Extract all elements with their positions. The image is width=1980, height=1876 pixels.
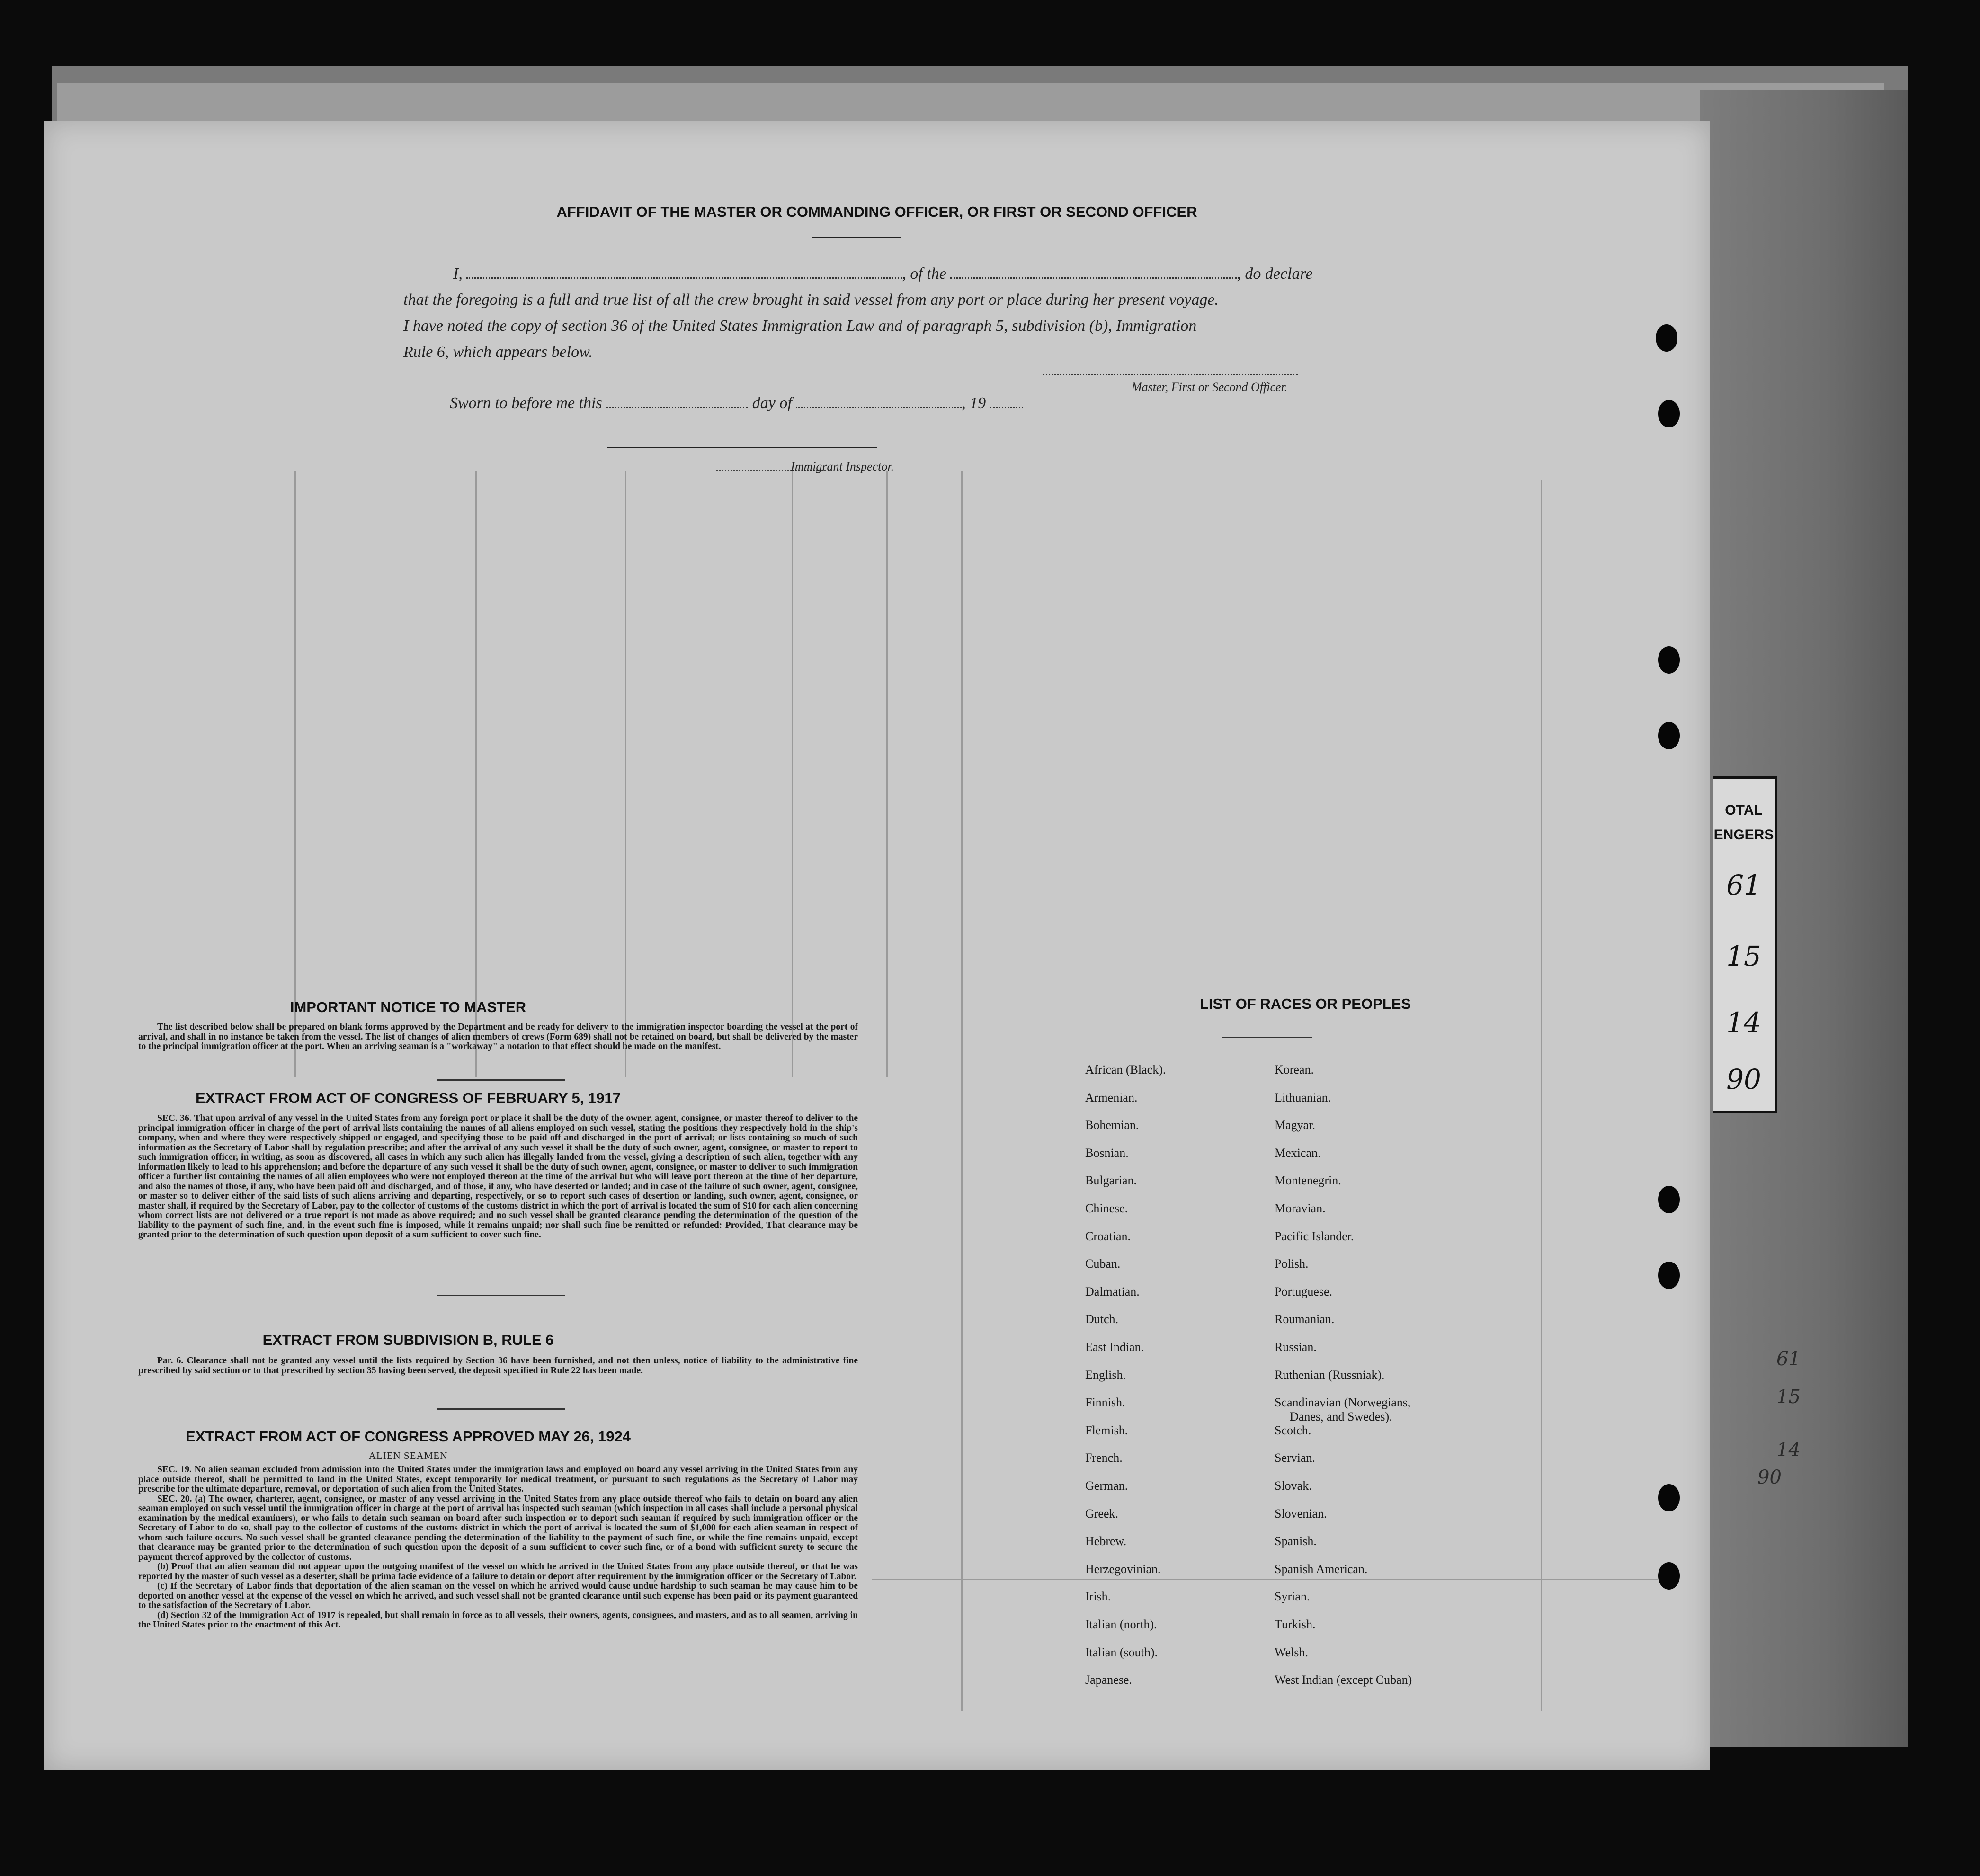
section-divider (437, 1295, 565, 1296)
race-item: English. (1085, 1368, 1126, 1382)
race-item: Greek. (1085, 1506, 1119, 1520)
bleed-column (1541, 480, 1542, 1711)
affidavit-title: AFFIDAVIT OF THE MASTER OR COMMANDING OFFICER, OR FIRST OR SECOND OFFICER (556, 204, 1197, 220)
race-item: Spanish. (1275, 1534, 1317, 1548)
declaration-line-3: I have noted the copy of section 36 of the United States Immigration Law and of paragraph 5, subdivision (b), Immigration (403, 317, 1197, 335)
bleed-column (961, 471, 963, 1711)
race-item: Dutch. (1085, 1312, 1119, 1326)
punch-hole (1656, 324, 1677, 352)
vessel-name-field[interactable] (950, 265, 1237, 279)
declaration-line-4: Rule 6, which appears below. (403, 343, 593, 361)
race-item: Turkish. (1275, 1618, 1316, 1631)
section-divider (437, 1079, 565, 1081)
sec-19-paragraph: SEC. 19. No alien seaman excluded from admission into the United States under the immigration laws and employed on board any vessel arriving in the United States from any place outside thereof, shall be permitted to land in the United States, except temporarily for medical treatment, or pursuant to such regulations as the Secretary of Labor may prescribe for the ultimate departure, removal, or deportation of such alien from the United States. (138, 1465, 858, 1494)
sworn-month-field[interactable] (796, 394, 962, 408)
sec-20a-paragraph: SEC. 20. (a) The owner, charterer, agent, consignee, or master of any vessel arriving in the United States from any place outside thereof who fails to detain on board any alien seaman employed on such vessel until the immigration officer in charge at the port of arrival has inspected such seaman (which inspection in all cases shall include a personal physical examination by the medical examiners), or who fails to detain such seaman on board after such inspection or to deport such seaman if required by such immigration officer or the Secretary of Labor to do so, shall pay to the collector of customs of the customs district in which the port of arrival is located the sum of $1,000 for each alien seaman in respect of whom such failure occurs. No such vessel shall be granted clearance pending the determination of the liability to the payment of such fine, or while the fine remains unpaid, except that clearance may be granted prior to the determination of such question upon the deposit of a sum sufficient to cover such fine, or of a bond with sufficient surety to secure the payment thereof approved by the collector of customs. (138, 1494, 858, 1562)
race-item: Polish. (1275, 1257, 1309, 1271)
race-item: Bulgarian. (1085, 1174, 1137, 1188)
race-item: African (Black). (1085, 1063, 1166, 1076)
tab-value-2: 15 (1726, 940, 1761, 972)
race-item: Japanese. (1085, 1673, 1132, 1687)
punch-hole (1658, 1562, 1680, 1590)
sworn-line (450, 394, 1023, 412)
race-item: West Indian (except Cuban) (1275, 1673, 1412, 1687)
race-item: Chinese. (1085, 1201, 1128, 1215)
bleed-column (625, 471, 626, 1077)
paragraph-6: Par. 6. Clearance shall not be granted any vessel until the lists required by Section 36 have been furnished, and not then unless, notice of liability to the administrative fine prescribed by said section or to that prescribed by section 35 having been served, the deposit specified in Rule 22 has been made. (138, 1356, 858, 1376)
sec-20d-paragraph: (d) Section 32 of the Immigration Act of 1917 is repealed, but shall remain in force as to all vessels, their owners, agents, consignees, and masters, and as to all seamen, arriving in the United States prior to the enactment of this Act. (138, 1610, 858, 1630)
sworn-day-field[interactable] (606, 394, 748, 408)
sworn-year-field[interactable] (990, 394, 1023, 408)
race-item: East Indian. (1085, 1340, 1144, 1354)
bleed-column (294, 471, 296, 1077)
title-rule (812, 237, 901, 238)
race-item: Mexican. (1275, 1146, 1321, 1160)
sec-20b-paragraph: (b) Proof that an alien seaman did not appear upon the outgoing manifest of the vessel on which he arrived in the United States from any place outside thereof, or that he was reported by the master of such vessel as a deserter, shall be prima facie evidence of a failure to detain or deport after requirement by the immigration officer or the Secretary of Labor. (138, 1562, 858, 1582)
races-title-rule (1222, 1037, 1312, 1038)
race-item: Scandinavian (Norwegians, (1275, 1396, 1411, 1410)
race-item: Danes, and Swedes). (1290, 1410, 1392, 1424)
bleed-row (872, 1579, 1658, 1580)
race-item: Korean. (1275, 1063, 1314, 1076)
race-item: Slovak. (1275, 1479, 1312, 1493)
race-item: Roumanian. (1275, 1312, 1335, 1326)
declaration-line-2: that the foregoing is a full and true list of all the crew brought in said vessel from any port or place during her present voyage. (403, 291, 1219, 309)
race-item: Italian (south). (1085, 1645, 1158, 1659)
extract-1924-title: EXTRACT FROM ACT OF CONGRESS APPROVED MAY 26, 1924 (186, 1428, 631, 1445)
race-item: Lithuanian. (1275, 1090, 1331, 1104)
punch-hole (1658, 722, 1680, 749)
declarant-name-field[interactable] (466, 265, 902, 279)
sworn-year-prefix: , 19 (962, 394, 986, 412)
punch-hole (1658, 1484, 1680, 1511)
race-item: Spanish American. (1275, 1562, 1368, 1576)
declaration-line-1 (453, 265, 1313, 283)
race-item: French. (1085, 1451, 1123, 1465)
extract-1924-text (138, 1465, 858, 1630)
margin-note-4: 90 (1757, 1467, 1782, 1488)
declarant-prefix: I, (453, 265, 463, 283)
margin-note-2: 15 (1776, 1386, 1801, 1408)
punch-hole (1658, 646, 1680, 674)
declarant-suffix: , do declare (1237, 265, 1313, 283)
section-36-paragraph: SEC. 36. That upon arrival of any vessel in the United States from any foreign port or place it shall be the duty of the owner, agent, consignee, or master thereof to deliver to the principal immigration officer in charge of the port of arrival lists containing the names of all aliens employed on such vessel, stating the positions they respectively hold in the ship's company, when and where they were respectively shipped or engaged, and specifying those to be paid off and discharged in the port of arrival; or lists containing so much of such information as the Secretary of Labor shall by regulation prescribe; and after the arrival of any such vessel it shall be the duty of such owner, agent, consignee, or master to report to such immigration officer, in writing, as soon as discovered, all cases in which any such alien has illegally landed from the vessel, giving a description of such alien, together with any information likely to lead to his apprehension; and before the departure of any such vessel it shall be the duty of such owner, agent, consignee, or master to deliver to such immigration officer a further list containing the names of all alien employees who were not employed thereon at the time of the arrival but who will leave port thereon at the time of her departure, and also the names of those, if any, who have been paid off and discharged, and of those, if any, who have deserted or landed; and in case of the failure of such owner, agent, consignee, or master so to deliver either of the said lists of such aliens arriving and departing, respectively, or so to report such cases of desertion or landing, such owner, agent, consignee, or master shall, if required by the Secretary of Labor, pay to the collector of customs of the customs district in which the port of arrival is located the sum of $10 for each alien concerning whom correct lists are not delivered or a true report is not made as above required; and no such vessel shall be granted clearance pending the determination of the question of the liability to the payment of such fine, and, in the event such fine is imposed, while it remains unpaid; nor shall such fine be remitted or refunded: Provided, That clearance may be granted prior to the determination of such question upon deposit of a sum sufficient to cover such fine. (138, 1113, 858, 1240)
races-title: LIST OF RACES OR PEOPLES (1199, 996, 1411, 1012)
race-item: Welsh. (1275, 1645, 1308, 1659)
race-item: Irish. (1085, 1590, 1111, 1604)
punch-hole (1658, 400, 1680, 427)
race-item: Finnish. (1085, 1396, 1125, 1410)
race-item: Flemish. (1085, 1423, 1128, 1437)
race-item: Bosnian. (1085, 1146, 1129, 1160)
alien-seamen-subtitle: ALIEN SEAMEN (368, 1450, 448, 1461)
race-item: Russian. (1275, 1340, 1317, 1354)
tab-value-1: 61 (1726, 869, 1761, 901)
race-item: German. (1085, 1479, 1128, 1493)
race-item: Magyar. (1275, 1118, 1315, 1132)
race-item: Montenegrin. (1275, 1174, 1341, 1188)
inspector-signature-line[interactable] (607, 447, 877, 448)
extract-rule6-text (138, 1356, 858, 1376)
notice-text (138, 1022, 858, 1052)
extract-rule6-title: EXTRACT FROM SUBDIVISION B, RULE 6 (262, 1332, 554, 1348)
race-item: Pacific Islander. (1275, 1229, 1354, 1243)
race-item: Bohemian. (1085, 1118, 1139, 1132)
tab-header-line1: OTAL (1725, 802, 1763, 818)
race-item: Herzegovinian. (1085, 1562, 1161, 1576)
race-item: Moravian. (1275, 1201, 1326, 1215)
punch-hole (1658, 1262, 1680, 1289)
punch-hole (1658, 1186, 1680, 1213)
sworn-day-of: day of (752, 394, 792, 412)
race-item: Servian. (1275, 1451, 1315, 1465)
manifest-page (44, 121, 1710, 1770)
total-passengers-tab (1713, 776, 1777, 1113)
declarant-of: , of the (902, 265, 946, 283)
margin-note-1: 61 (1776, 1348, 1801, 1370)
race-item: Hebrew. (1085, 1534, 1127, 1548)
race-item: Portuguese. (1275, 1284, 1333, 1298)
race-item: Slovenian. (1275, 1506, 1327, 1520)
race-item: Ruthenian (Russniak). (1275, 1368, 1385, 1382)
notice-paragraph: The list described below shall be prepared on blank forms approved by the Department and be ready for delivery to the immigration inspector boarding the vessel at the port of arrival, and shall in no instance be taken from the vessel. The list of changes of alien members of crews (Form 689) shall not be retained on board, but shall be delivered by the master to the principal immigration officer at the port. When an arriving seaman is a "workaway" a notation to that effect should be made on the manifest. (138, 1022, 858, 1051)
bleed-column (886, 471, 888, 1077)
sec-20c-paragraph: (c) If the Secretary of Labor finds that deportation of the alien seaman on the vessel on which he arrived would cause undue hardship to such seaman he may cause him to be deported on another vessel at the expense of the vessel on which he arrived, and such vessel shall not be granted clearance until such expense has been paid or its payment guaranteed to the satisfaction of the Secretary of Labor. (138, 1581, 858, 1610)
race-item: Dalmatian. (1085, 1284, 1140, 1298)
bleed-column (475, 471, 477, 1077)
race-item: Croatian. (1085, 1229, 1131, 1243)
sworn-prefix: Sworn to before me this (450, 394, 602, 412)
section-divider (437, 1408, 565, 1410)
inspector-label: Immigrant Inspector. (791, 460, 894, 473)
signature-line[interactable] (1043, 374, 1298, 376)
race-item: Armenian. (1085, 1090, 1138, 1104)
notice-title: IMPORTANT NOTICE TO MASTER (290, 999, 526, 1015)
race-item: Scotch. (1275, 1423, 1311, 1437)
signature-label: Master, First or Second Officer. (1132, 380, 1288, 394)
extract-1917-title: EXTRACT FROM ACT OF CONGRESS OF FEBRUARY 5, 1917 (196, 1090, 621, 1106)
extract-1917-text (138, 1114, 858, 1240)
tab-value-3: 14 (1726, 1006, 1761, 1039)
race-item: Italian (north). (1085, 1618, 1157, 1631)
bleed-column (792, 471, 793, 1077)
race-item: Syrian. (1275, 1590, 1310, 1604)
underlying-sheet-edge (57, 83, 1884, 125)
race-item: Cuban. (1085, 1257, 1121, 1271)
margin-note-3: 14 (1776, 1439, 1801, 1461)
tab-value-4: 90 (1726, 1063, 1761, 1095)
tab-header-line2: ENGERS (1713, 827, 1774, 843)
